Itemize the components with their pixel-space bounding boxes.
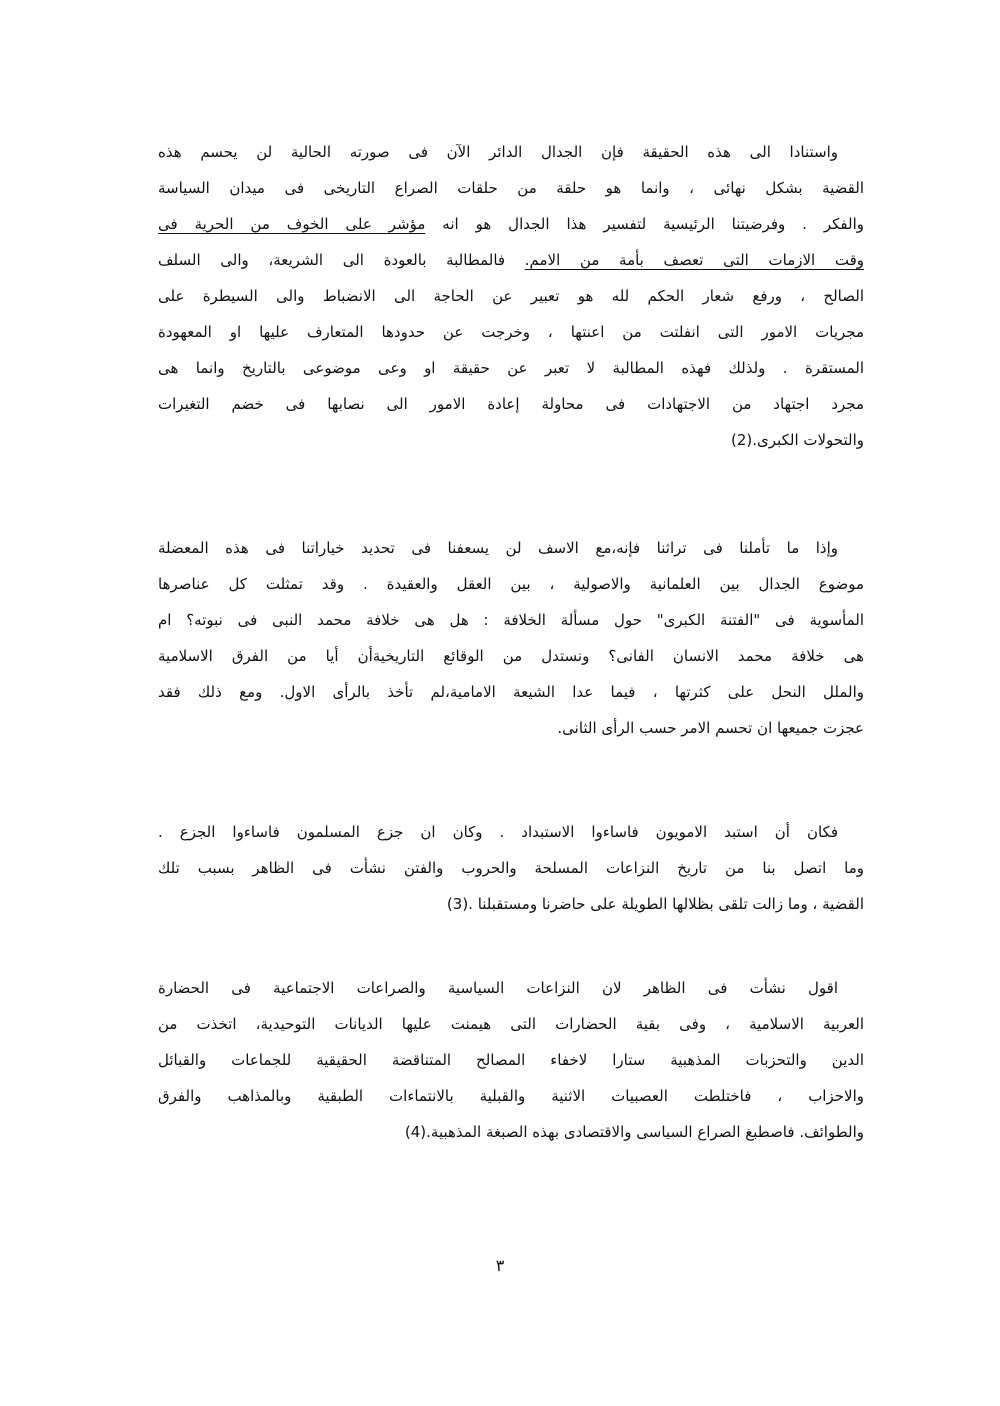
text-line: الصالح ، ورفع شعار الحكم لله هو تعبير عن الحاجة الى الانضباط والى السيطرة على — [158, 287, 864, 305]
text-line: فكان أن استبد الامويون فاساءوا الاستبداد . وكان ان جزع المسلمون فاساءوا الجزع . — [158, 823, 838, 841]
text-line: مجريات الامور التى انفلتت من اعنتها ، وخرجت عن حدودها المتعارف عليها او المعهودة — [158, 323, 864, 341]
text-line: وإذا ما تأملنا فى تراثنا فإنه،مع الاسف لن يسعفنا فى تحديد خياراتنا فى هذه المعضلة — [158, 539, 838, 557]
text-line: والتحولات الكبرى.(2) — [731, 431, 864, 449]
page-number: ٣ — [495, 1256, 505, 1275]
text-line: المأسوية فى "الفتنة الكبرى" حول مسألة الخلافة : هل هى خلافة محمد النبى فى نبوته؟ ام — [158, 611, 864, 629]
paragraph-3 — [158, 814, 864, 922]
text-line: وما اتصل بنا من تاريخ النزاعات المسلحة والحروب والفتن نشأت فى الظاهر بسبب تلك — [158, 859, 864, 877]
text-line: اقول نشأت فى الظاهر لان النزاعات السياسية والصراعات الاجتماعية فى الحضارة — [158, 979, 838, 997]
paragraph-4 — [158, 970, 864, 1150]
text-line: مجرد اجتهاد من الاجتهادات فى محاولة إعادة الامور الى نصابها فى خضم التغيرات — [158, 395, 864, 413]
paragraph-2 — [158, 530, 864, 746]
text-line: هى خلافة محمد الانسان الفانى؟ ونستدل من الوقائع التاريخيةأن أيا من الفرق الاسلامية — [158, 647, 864, 665]
text-segment: والفكر . وفرضيتنا الرئيسية لتفسير هذا الجدال هو انه — [425, 215, 864, 233]
text-line: موضوع الجدال بين العلمانية والاصولية ، بين العقل والعقيدة . وقد تمثلت كل عناصرها — [158, 575, 864, 593]
underlined-text: وقت الازمات التى تعصف بأمة من الامم. — [524, 251, 864, 269]
text-line: والملل النحل على كثرتها ، فيما عدا الشيعة الامامية،لم تأخذ بالرأى الاول. ومع ذلك فقد — [158, 683, 864, 701]
text-line: المستقرة . ولذلك فهذه المطالبة لا تعبر عن حقيقة او وعى موضوعى بالتاريخ وانما هى — [158, 359, 864, 377]
text-line: العربية الاسلامية ، وفى بقية الحضارات التى هيمنت عليها الديانات التوحيدية، اتخذت من — [158, 1015, 864, 1033]
text-line — [158, 242, 864, 278]
text-segment: فالمطالبة بالعودة الى الشريعة، والى السلف — [158, 251, 525, 269]
text-line: القضية ، وما زالت تلقى بظلالها الطويلة على حاضرنا ومستقبلنا .(3) — [446, 895, 864, 913]
text-line: والطوائف. فاصطبغ الصراع السياسى والاقتصادى بهذه الصبغة المذهبية.(4) — [404, 1123, 864, 1141]
text-line: والاحزاب ، فاختلطت العصبيات الاثنية والقبلية بالانتماءات الطبقية وبالمذاهب والفرق — [158, 1087, 864, 1105]
underlined-text: مؤشر على الخوف من الحرية فى — [158, 215, 426, 233]
text-line — [158, 206, 864, 242]
text-line: واستنادا الى هذه الحقيقة فإن الجدال الدائر الآن فى صورته الحالية لن يحسم هذه — [158, 143, 838, 161]
text-line: عجزت جميعها ان تحسم الامر حسب الرأى الثانى. — [557, 719, 864, 737]
text-line: القضية بشكل نهائى ، وانما هو حلقة من حلقات الصراع التاريخى فى ميدان السياسة — [158, 179, 864, 197]
text-line: الدين والتحزبات المذهبية ستارا لاخفاء المصالح المتناقضة الحقيقية للجماعات والقبائل — [158, 1051, 864, 1069]
paragraph-1 — [158, 134, 864, 458]
